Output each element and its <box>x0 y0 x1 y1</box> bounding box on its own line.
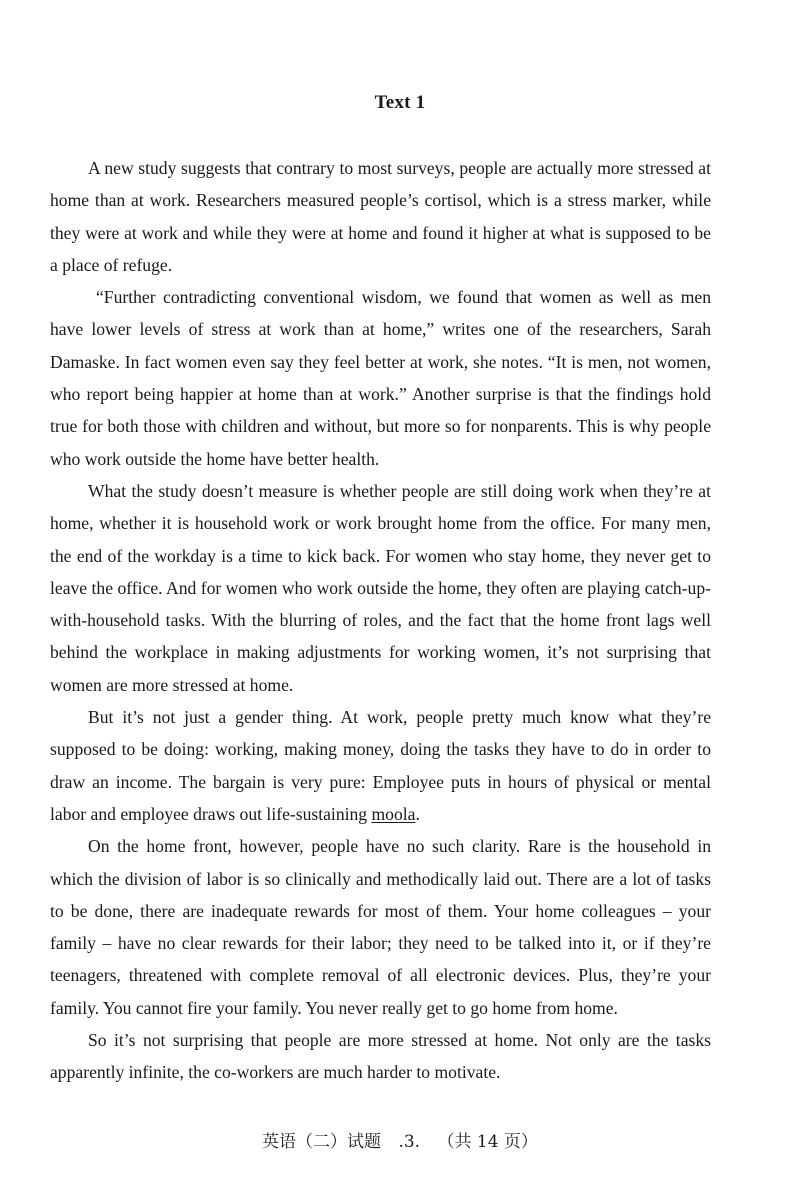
paragraph-1: A new study suggests that contrary to most surveys, people are actually more stressed at home than at work. Researchers measured people’s cortisol, which is a stress marker, while they were at work and while they were at home and found it higher at what is supposed to be a place of refuge. <box>50 158 711 275</box>
paragraph-6: So it’s not surprising that people are more stressed at home. Not only are the tasks apparently infinite, the co-workers are much harder to motivate. <box>50 1030 711 1083</box>
underlined-word-moola: moola <box>371 803 416 824</box>
paragraph-3: What the study doesn’t measure is whether people are still doing work when they’re at home, whether it is household work or work brought home from the office. For many men, the end of the workday is a time to kick back. For women who stay home, they never get to leave the office. And for women who work outside the home, they often are playing catch-up-with-household tasks. With the blurring of roles, and the fact that the home front lags well behind the workplace in making adjustments for working women, it’s not surprising that women are more stressed at home. <box>50 480 711 695</box>
paragraph-4 <box>50 701 711 830</box>
paragraph-2: “Further contradicting conventional wisdom, we found that women as well as men have lower levels of stress at work than at home,” writes one of the researchers, Sarah Damaske. In fact women even say they feel better at work, she notes. “It is men, not women, who report being happier at home than at work.” Another surprise is that the findings hold true for both those with children and without, but more so for nonparents. This is why people who work outside the home have better health. <box>50 287 711 469</box>
paragraph-4-text: But it’s not just a gender thing. At work, people pretty much know what they’re supposed to be doing: working, making money, doing the tasks they have to do in order to draw an income. The bargain is very pure: Employee puts in hours of physical or mental labor and employee draws out life-sustaining <box>50 707 711 824</box>
footer-subject: 英语（二）试题 <box>262 1132 382 1152</box>
footer-total-pages: （共 14 页） <box>437 1132 538 1152</box>
page-footer <box>0 1131 800 1153</box>
paragraph-5: On the home front, however, people have no such clarity. Rare is the household in which the division of labor is so clinically and methodically laid out. There are a lot of tasks to be done, there are inadequate rewards for most of them. Your home colleagues – your family – have no clear rewards for their labor; they need to be talked into it, or if they’re teenagers, threatened with complete removal of all electronic devices. Plus, they’re your family. You cannot fire your family. You never really get to go home from home. <box>50 836 711 1018</box>
footer-page-number: .3. <box>398 1132 421 1152</box>
paragraph-4-end: . <box>415 803 420 824</box>
text-title: Text 1 <box>374 92 426 113</box>
passage-body <box>50 152 711 1089</box>
